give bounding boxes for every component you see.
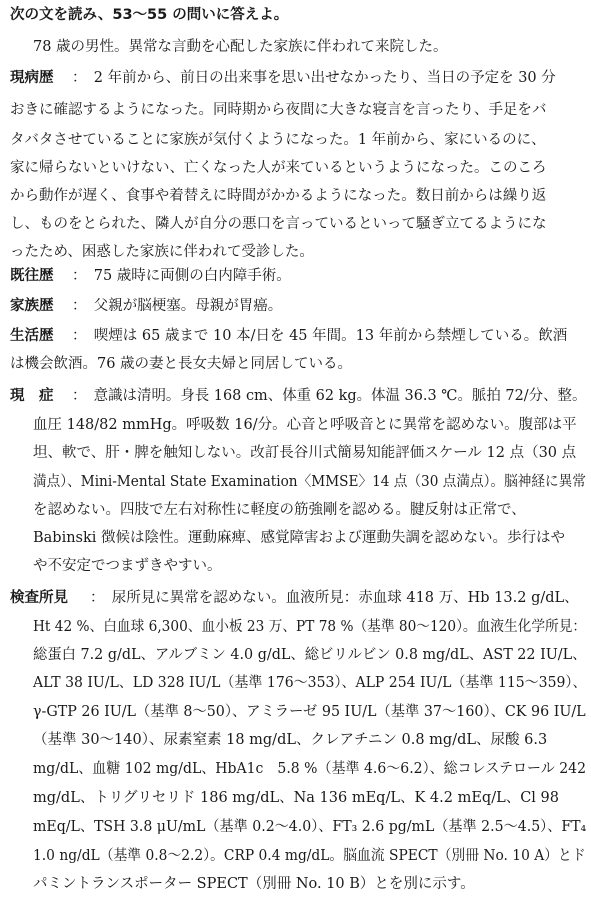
- text-line: Babinski 徴候は陰性。運動麻痺、感覚障害および運動失調を認めない。歩行はや: [33, 530, 566, 546]
- text-line: 満点）、Mini-Mental State Examination〈MMSE〉14 点（30 点満点）。脳神経に異常: [33, 474, 586, 490]
- question-heading: 次の文を読み、53～55 の問いに答えよ。: [10, 7, 289, 23]
- section-label-past-history: 既往歴: [10, 268, 54, 284]
- text-line: γ-GTP 26 IU/L（基準 8～50）、アミラーゼ 95 IU/L（基準 37～160）、CK 96 IU/L: [33, 704, 586, 720]
- text-line: ： 2 年前から、前日の出来事を思い出せなかったり、当日の予定を 30 分: [72, 70, 556, 86]
- section-label-lab-findings: 検査所見: [10, 590, 68, 606]
- section-label-present-illness: 現病歴: [10, 70, 54, 86]
- text-line: や不安定でつまずきやすい。: [33, 558, 222, 574]
- text-line: 血圧 148/82 mmHg。呼吸数 16/分。心音と呼吸音とに異常を認めない。腹部は平: [33, 417, 577, 433]
- text-line: 坦、軟で、肝・脾を触知しない。改訂長谷川式簡易知能評価スケール 12 点（30 点: [33, 445, 577, 461]
- text-line: （基準 30～140）、尿素窒素 18 mg/dL、クレアチニン 0.8 mg/dL、尿酸 6.3: [33, 732, 548, 748]
- text-line: 家に帰らないといけない、亡くなった人が来ているというようになった。このころ: [10, 160, 547, 176]
- text-line: ： 75 歳時に両側の白内障手術。: [72, 268, 291, 284]
- case-intro: 78 歳の男性。異常な言動を心配した家族に伴われて来院した。: [33, 39, 448, 55]
- text-line: は機会飲酒。76 歳の妻と長女夫婦と同居している。: [10, 356, 353, 372]
- text-line: mEq/L、TSH 3.8 μU/mL（基準 0.2～4.0）、FT₃ 2.6 pg/mL（基準 2.5～4.5）、FT₄: [33, 819, 587, 835]
- text-line: を認めない。四肢で左右対称性に軽度の筋強剛を認める。腱反射は正常で、: [33, 502, 526, 518]
- text-line: おきに確認するようになった。同時期から夜間に大きな寝言を言ったり、手足をバ: [10, 102, 547, 118]
- text-line: 1.0 ng/dL（基準 0.8～2.2）。CRP 0.4 mg/dL。脳血流 SPECT（別冊 No. 10 A）とド: [33, 848, 586, 864]
- text-line: タバタさせていることに家族が気付くようになった。1 年前から、家にいるのに、: [10, 132, 546, 148]
- section-label-current-findings: 現 症: [10, 388, 54, 404]
- text-line: ： 父親が脳梗塞。母親が胃癌。: [72, 298, 283, 314]
- text-line: ： 喫煙は 65 歳まで 10 本/日を 45 年間。13 年前から禁煙している。飲酒: [72, 328, 568, 344]
- text-line: ： 尿所見に異常を認めない。血液所見：赤血球 418 万、Hb 13.2 g/dL、: [90, 590, 579, 606]
- text-line: ったため、困惑した家族に伴われて受診した。: [10, 244, 314, 260]
- text-line: mg/dL、血糖 102 mg/dL、HbA1c 5.8 %（基準 4.6～6.2）、総コレステロール 242: [33, 761, 587, 777]
- text-line: から動作が遅く、食事や着替えに時間がかかるようになった。数日前からは繰り返: [10, 188, 547, 204]
- section-label-lifestyle: 生活歴: [10, 328, 54, 344]
- text-line: ： 意識は清明。身長 168 cm、体重 62 kg。体温 36.3 ℃。脈拍 72/分、整。: [72, 388, 587, 404]
- text-line: パミントランスポーター SPECT（別冊 No. 10 B）とを別に示す。: [33, 876, 475, 892]
- text-line: mg/dL、トリグリセリド 186 mg/dL、Na 136 mEq/L、K 4.2 mEq/L、Cl 98: [33, 790, 560, 806]
- text-line: 総蛋白 7.2 g/dL、アルブミン 4.0 g/dL、総ビリルビン 0.8 mg/dL、AST 22 IU/L、: [33, 647, 587, 663]
- text-line: ALT 38 IU/L、LD 328 IU/L（基準 176～353）、ALP 254 IU/L（基準 115～359）、: [33, 675, 587, 691]
- text-line: Ht 42 %、白血球 6,300、血小板 23 万、PT 78 %（基準 80～120）。血液生化学所見：: [33, 619, 587, 635]
- text-line: し、ものをとられた、隣人が自分の悪口を言っているといって騒ぎ立てるようにな: [10, 216, 547, 232]
- section-label-family-history: 家族歴: [10, 298, 54, 314]
